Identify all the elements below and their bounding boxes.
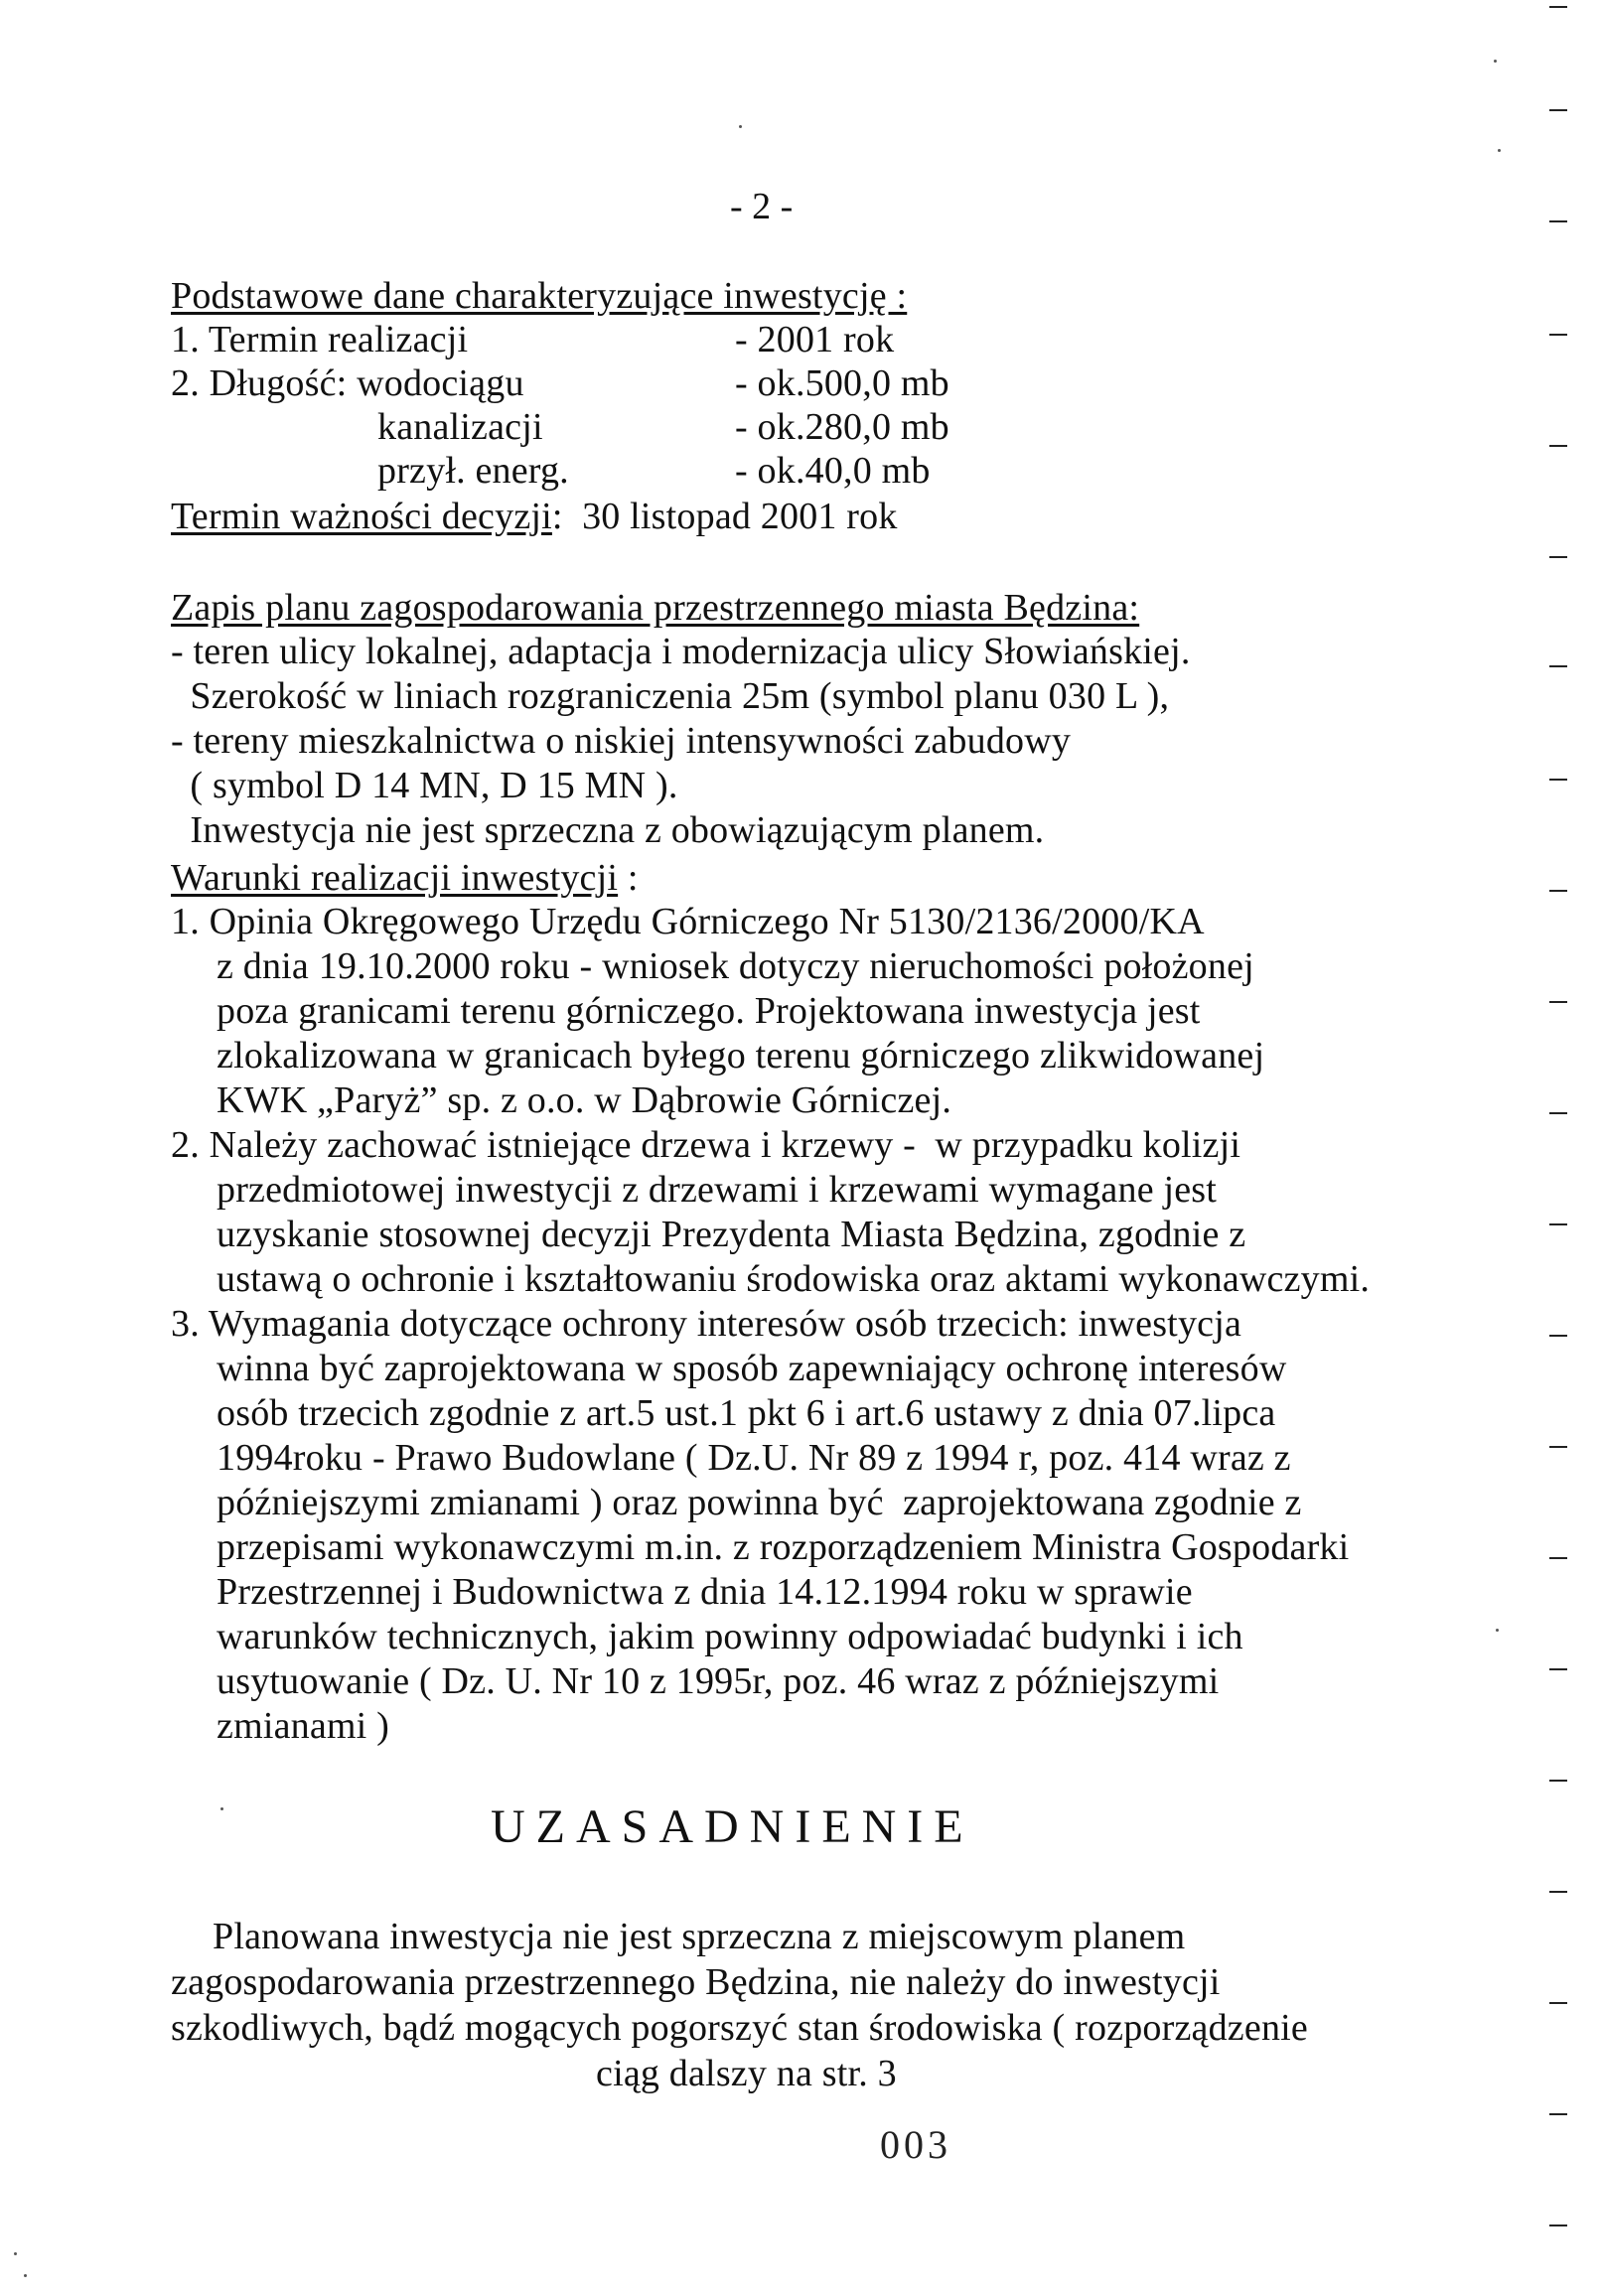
condition-line: 3. Wymagania dotyczące ochrony interesów osób trzecich: inwestycja xyxy=(171,1303,1242,1345)
condition-line: Przestrzennej i Budownictwa z dnia 14.12.1994 roku w sprawie xyxy=(217,1571,1193,1613)
condition-line: 1. Opinia Okręgowego Urzędu Górniczego Nr 5130/2136/2000/KA xyxy=(171,901,1205,942)
validity-value: : 30 listopad 2001 rok xyxy=(551,496,898,537)
condition-line: osób trzecich zgodnie z art.5 ust.1 pkt 6 i art.6 ustawy z dnia 07.lipca xyxy=(217,1392,1276,1434)
plan-line: Inwestycja nie jest sprzeczna z obowiązującym planem. xyxy=(171,809,1045,851)
basic-data-heading: Podstawowe dane charakteryzujące inwestycję : xyxy=(171,275,908,317)
page-number: - 2 - xyxy=(730,186,794,227)
plan-heading: Zapis planu zagospodarowania przestrzennego miasta Będzina: xyxy=(171,587,1140,629)
condition-line: 1994roku - Prawo Budowlane ( Dz.U. Nr 89 z 1994 r, poz. 414 wraz z xyxy=(217,1437,1291,1479)
condition-line: z dnia 19.10.2000 roku - wniosek dotyczy nieruchomości położonej xyxy=(217,945,1254,987)
condition-line: winna być zaprojektowana w sposób zapewniający ochronę interesów xyxy=(217,1348,1287,1389)
basic-item2b-label: kanalizacji xyxy=(377,406,543,448)
condition-line: przedmiotowej inwestycji z drzewami i krzewami wymagane jest xyxy=(217,1169,1218,1211)
conditions-heading-line xyxy=(171,856,639,900)
basic-item1-value: - 2001 rok xyxy=(735,319,895,360)
justification-heading: UZASADNIENIE xyxy=(491,1800,974,1853)
condition-line: uzyskanie stosownej decyzji Prezydenta Miasta Będzina, zgodnie z xyxy=(217,1214,1246,1255)
basic-item2c-value: - ok.40,0 mb xyxy=(735,450,931,492)
basic-item2b-value: - ok.280,0 mb xyxy=(735,406,949,448)
basic-item2-label: 2. Długość: wodociągu xyxy=(171,362,524,404)
validity-line xyxy=(171,495,898,538)
page-stamp-number: 003 xyxy=(880,2122,951,2167)
condition-line: usytuowanie ( Dz. U. Nr 10 z 1995r, poz. 46 wraz z późniejszymi xyxy=(217,1660,1220,1702)
justification-line: Planowana inwestycja nie jest sprzeczna z miejscowym planem xyxy=(213,1916,1186,1957)
plan-line: ( symbol D 14 MN, D 15 MN ). xyxy=(171,765,678,806)
condition-line: warunków technicznych, jakim powinny odpowiadać budynki i ich xyxy=(217,1616,1243,1657)
condition-line: 2. Należy zachować istniejące drzewa i krzewy - w przypadku kolizji xyxy=(171,1124,1241,1166)
basic-item1-label: 1. Termin realizacji xyxy=(171,319,469,360)
basic-item2-value: - ok.500,0 mb xyxy=(735,362,949,404)
basic-item2c-label: przył. energ. xyxy=(377,450,569,492)
condition-line: zmianami ) xyxy=(217,1705,389,1747)
condition-line: późniejszymi zmianami ) oraz powinna być zaprojektowana zgodnie z xyxy=(217,1482,1302,1523)
plan-line: - teren ulicy lokalnej, adaptacja i modernizacja ulicy Słowiańskiej. xyxy=(171,631,1191,672)
condition-line: KWK „Paryż” sp. z o.o. w Dąbrowie Górniczej. xyxy=(217,1079,952,1121)
justification-line: szkodliwych, bądź mogących pogorszyć stan środowiska ( rozporządzenie xyxy=(171,2007,1308,2049)
continuation-note: ciąg dalszy na str. 3 xyxy=(596,2053,897,2094)
plan-line: - tereny mieszkalnictwa o niskiej intensywności zabudowy xyxy=(171,720,1072,762)
validity-label: Termin ważności decyzji xyxy=(171,496,552,537)
condition-line: ustawą o ochronie i kształtowaniu środowiska oraz aktami wykonawczymi. xyxy=(217,1258,1371,1300)
conditions-heading: Warunki realizacji inwestycji xyxy=(171,857,619,899)
plan-line: Szerokość w liniach rozgraniczenia 25m (symbol planu 030 L ), xyxy=(171,675,1170,717)
condition-line: zlokalizowana w granicach byłego terenu górniczego zlikwidowanej xyxy=(217,1035,1265,1076)
condition-line: przepisami wykonawczymi m.in. z rozporządzeniem Ministra Gospodarki xyxy=(217,1526,1350,1568)
conditions-heading-suffix: : xyxy=(618,857,639,899)
justification-line: zagospodarowania przestrzennego Będzina, nie należy do inwestycji xyxy=(171,1961,1221,2003)
condition-line: poza granicami terenu górniczego. Projektowana inwestycja jest xyxy=(217,990,1201,1032)
